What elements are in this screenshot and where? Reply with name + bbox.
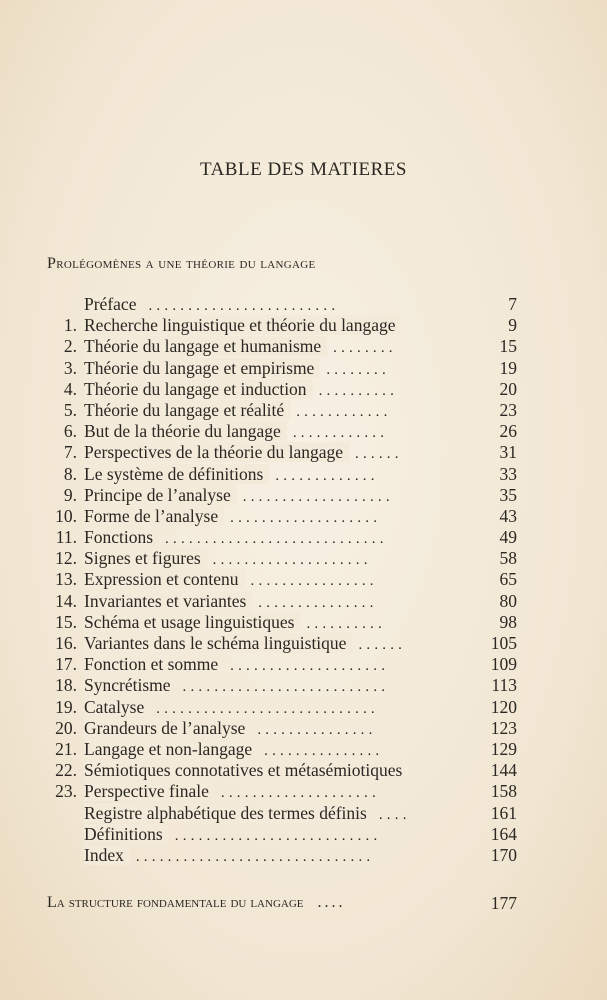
toc-page-number: 35 [499, 484, 517, 505]
toc-leader: ...... [358, 637, 407, 653]
toc-number: 2. [63, 336, 77, 357]
toc-entry [84, 358, 465, 381]
toc-row [47, 591, 525, 612]
toc-entry [84, 654, 465, 677]
toc-entry [84, 400, 465, 423]
toc-page-number: 123 [490, 717, 517, 738]
toc-number: 9. [63, 484, 77, 505]
toc-label: Expression et contenu [84, 569, 245, 589]
toc-leader: .................... [230, 658, 390, 675]
toc-entry [84, 739, 465, 762]
toc-number: 4. [63, 378, 77, 399]
toc-label: Perspectives de la théorie du langage [84, 442, 349, 462]
toc-page-number: 26 [499, 421, 517, 442]
toc-number: 18. [55, 675, 77, 696]
toc-row [47, 697, 525, 718]
toc-leader: ................... [242, 488, 394, 505]
toc-row [47, 718, 525, 739]
toc-row [47, 379, 525, 400]
toc-row [47, 739, 525, 760]
toc-leader: .... [378, 806, 411, 823]
toc-number: 13. [55, 569, 77, 590]
toc-row [47, 654, 525, 675]
toc-entry [84, 421, 465, 444]
toc-entry [84, 315, 465, 338]
toc-page-number: 80 [499, 590, 517, 611]
toc-number: 19. [55, 696, 77, 717]
toc-number: 15. [55, 611, 77, 632]
toc-page-number: 158 [490, 781, 517, 802]
toc-leader: ............... [258, 594, 378, 611]
toc-label: Syncrétisme [84, 675, 177, 695]
toc-leader: ........ [333, 340, 397, 357]
toc-label: Index [84, 845, 130, 865]
toc-number: 22. [55, 760, 77, 781]
toc-number: 11. [55, 527, 77, 548]
toc-leader: .............................. [135, 848, 375, 865]
toc-leader: ............................ [165, 531, 388, 548]
toc-page-number: 113 [491, 675, 517, 696]
toc-number: 14. [55, 590, 77, 611]
toc-label: Grandeurs de l’analyse [84, 718, 251, 738]
toc-label: Catalyse [84, 697, 150, 717]
toc-page-number: 144 [490, 760, 517, 781]
toc-label: Le système de définitions [84, 464, 269, 484]
toc-row [47, 824, 525, 845]
toc-page-number: 109 [490, 654, 517, 675]
toc-entry [84, 506, 465, 529]
toc-label: Recherche linguistique et théorie du langage [84, 315, 401, 335]
toc-entry [84, 569, 465, 592]
toc-row [47, 569, 525, 590]
toc-entry [84, 464, 465, 487]
toc-row [47, 612, 525, 633]
toc-leader: ................... [230, 509, 382, 526]
toc-number: 7. [63, 442, 77, 463]
toc-entry [84, 633, 465, 656]
toc-row [47, 464, 525, 485]
toc-page-number: 170 [490, 844, 517, 865]
toc-row [47, 358, 525, 379]
toc-row [47, 527, 525, 548]
toc-number: 21. [55, 738, 77, 759]
toc-page-number: 15 [499, 336, 517, 357]
toc-row [47, 506, 525, 527]
toc-number: 10. [55, 505, 77, 526]
toc-row [47, 485, 525, 506]
part-entry-label: La structure fondamentale du langage [47, 894, 304, 911]
toc-entry [84, 697, 465, 720]
toc-row [47, 336, 525, 357]
toc-entry [84, 760, 465, 783]
toc-page-number: 65 [499, 569, 517, 590]
toc-entry [84, 612, 465, 635]
toc-number: 20. [55, 717, 77, 738]
toc-entry [84, 803, 465, 826]
toc-entry [84, 442, 465, 465]
toc-page-number: 49 [499, 527, 517, 548]
toc-leader: ............ [292, 425, 389, 442]
toc-leader: .................... [220, 785, 380, 802]
toc-label: Invariantes et variantes [84, 591, 252, 611]
toc-leader: ................ [250, 573, 378, 590]
toc-page-number: 7 [508, 294, 517, 314]
toc-entry [84, 379, 465, 402]
toc-label: Théorie du langage et induction [84, 379, 313, 399]
toc-entry [84, 294, 465, 317]
toc-label: Langage et non-langage [84, 739, 258, 759]
toc-label: Signes et figures [84, 548, 207, 568]
toc-leader: .......................... [182, 679, 390, 696]
toc-number: 23. [55, 781, 77, 802]
toc-page-number: 19 [499, 357, 517, 378]
toc-leader: ........ [326, 361, 390, 378]
table-of-contents [47, 294, 525, 866]
toc-row [47, 442, 525, 463]
toc-label: Forme de l’analyse [84, 506, 224, 526]
toc-label: But de la théorie du langage [84, 421, 287, 441]
part-heading: Prolégomènes a une théorie du langage [47, 255, 316, 272]
toc-label: Schéma et usage linguistiques [84, 612, 300, 632]
toc-leader: ............. [275, 467, 379, 484]
toc-number: 16. [55, 633, 77, 653]
toc-number: 6. [63, 421, 77, 442]
part-entry-page: 177 [490, 893, 517, 913]
toc-number: 5. [63, 399, 77, 420]
toc-label: Fonction et somme [84, 654, 224, 674]
toc-entry [84, 591, 465, 614]
toc-entry [84, 485, 465, 508]
toc-leader: ...... [355, 446, 403, 463]
toc-page-number: 120 [490, 696, 517, 717]
toc-leader: .......... [318, 382, 399, 399]
part-entry-leader: .... [317, 894, 346, 911]
toc-label: Théorie du langage et humanisme [84, 336, 327, 356]
toc-row [47, 548, 525, 569]
toc-row [47, 781, 525, 802]
toc-leader: .......................... [174, 827, 382, 844]
toc-entry [84, 781, 465, 804]
toc-row [47, 803, 525, 824]
toc-page-number: 43 [499, 505, 517, 526]
toc-leader: ........................ [148, 298, 340, 314]
toc-page-number: 129 [490, 738, 517, 759]
toc-number: 12. [55, 548, 77, 569]
toc-page-number: 20 [499, 378, 517, 399]
toc-label: Perspective finale [84, 781, 215, 801]
toc-entry [84, 336, 465, 359]
toc-leader: .......... [306, 615, 386, 632]
toc-number: 8. [63, 463, 77, 484]
toc-entry [84, 548, 465, 571]
toc-row [47, 400, 525, 421]
toc-row [47, 315, 525, 336]
toc-leader: .................... [212, 552, 372, 569]
toc-label: Sémiotiques connotatives et métasémiotiques [84, 760, 408, 780]
toc-label: Principe de l’analyse [84, 485, 237, 505]
part-entry [47, 892, 525, 914]
toc-label: Variantes dans le schéma linguistique [84, 633, 352, 653]
toc-number: 1. [63, 315, 77, 336]
toc-label: Définitions [84, 824, 169, 844]
toc-page-number: 31 [499, 442, 517, 463]
toc-number: 17. [55, 654, 77, 675]
toc-leader: ............... [257, 721, 377, 738]
toc-page-number: 33 [499, 463, 517, 484]
toc-row [47, 760, 525, 781]
toc-label: Fonctions [84, 527, 159, 547]
toc-row [47, 675, 525, 696]
toc-page-number: 98 [499, 611, 517, 632]
toc-page-number: 58 [499, 548, 517, 569]
toc-row [47, 421, 525, 442]
toc-entry [84, 718, 465, 741]
toc-entry [84, 675, 465, 698]
toc-row [47, 294, 525, 315]
toc-leader: ............................ [156, 700, 379, 717]
page-title: TABLE DES MATIERES [200, 159, 407, 180]
toc-number: 3. [63, 357, 77, 378]
toc-label: Théorie du langage et empirisme [84, 358, 320, 378]
toc-page-number: 23 [499, 399, 517, 420]
toc-page-number: 105 [490, 633, 517, 653]
toc-row [47, 633, 525, 654]
toc-entry [84, 845, 465, 868]
toc-page-number: 161 [490, 802, 517, 823]
toc-entry [84, 527, 465, 550]
toc-entry [84, 824, 465, 847]
toc-leader: ............ [296, 403, 392, 420]
toc-label: Registre alphabétique des termes définis [84, 803, 373, 823]
toc-leader: ............... [264, 742, 384, 759]
toc-label: Théorie du langage et réalité [84, 400, 290, 420]
toc-label: Préface [84, 294, 142, 314]
toc-page-number: 9 [508, 315, 517, 336]
toc-row [47, 845, 525, 866]
toc-page-number: 164 [490, 823, 517, 844]
